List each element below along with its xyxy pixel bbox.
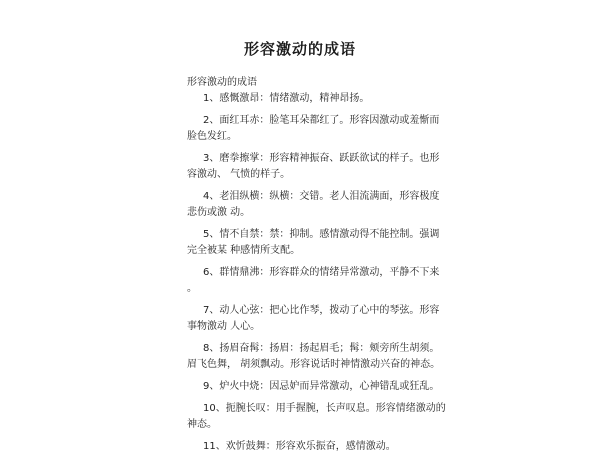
entry-line: 9、炉火中烧：因忌妒而异常激动，心神错乱或狂乱。 <box>203 381 440 392</box>
document-subtitle: 形容激动的成语 <box>187 77 257 88</box>
entry-line: 容激动、 气愤的样子。 <box>187 169 291 180</box>
entry-line: 4、老泪纵横：纵横：交错。老人泪流满面，形容极度 <box>203 191 440 202</box>
idiom-entry <box>187 439 417 455</box>
idiom-entry <box>187 227 440 259</box>
entry-line: 1、感慨激昂：情绪激动，精神昂扬。 <box>203 93 370 104</box>
entry-line: 6、群情鼎沸：形容群众的情绪异常激动，平静不下来 <box>203 267 440 278</box>
entry-line: 2、面红耳赤：脸笔耳朵都红了。形容因激动或羞惭而 <box>203 115 440 126</box>
entry-line: 。 <box>187 283 197 294</box>
idiom-list <box>187 91 446 461</box>
idiom-entry <box>187 341 441 373</box>
entry-line: 神态。 <box>187 419 217 430</box>
idiom-entry <box>187 303 440 335</box>
document-title: 形容激动的成语 <box>243 40 356 58</box>
entry-line: 眉飞色舞， 胡须飘动。形容说话时神情激动兴奋的神态。 <box>187 359 441 370</box>
entry-line: 悲伤或激 动。 <box>187 207 251 218</box>
idiom-entry <box>187 113 440 145</box>
entry-line: 3、磨拳擦掌：形容精神振奋、跃跃欲试的样子。也形 <box>203 153 440 164</box>
idiom-entry <box>187 189 440 221</box>
idiom-entry <box>187 151 440 183</box>
idiom-entry <box>187 265 440 297</box>
entry-line: 8、扬眉奋髯：扬眉：扬起眉毛；髯：颊旁所生胡须。 <box>203 343 440 354</box>
idiom-entry <box>187 91 417 107</box>
entry-line: 10、扼腕长叹：用手握腕，长声叹息。形容情绪激动的 <box>203 403 446 414</box>
entry-line: 7、动人心弦：把心比作琴，拨动了心中的琴弦。形容 <box>203 305 440 316</box>
entry-line: 完全被某 种感情所支配。 <box>187 245 301 256</box>
entry-line: 5、情不自禁：禁：抑制。感情激动得不能控制。强调 <box>203 229 440 240</box>
entry-line: 事物激动 人心。 <box>187 321 261 332</box>
entry-line: 11、欢忻鼓舞：形容欢乐振奋，感情激动。 <box>203 441 396 452</box>
idiom-entry <box>187 379 440 395</box>
entry-line: 脸色发红。 <box>187 131 237 142</box>
idiom-entry <box>187 401 446 433</box>
